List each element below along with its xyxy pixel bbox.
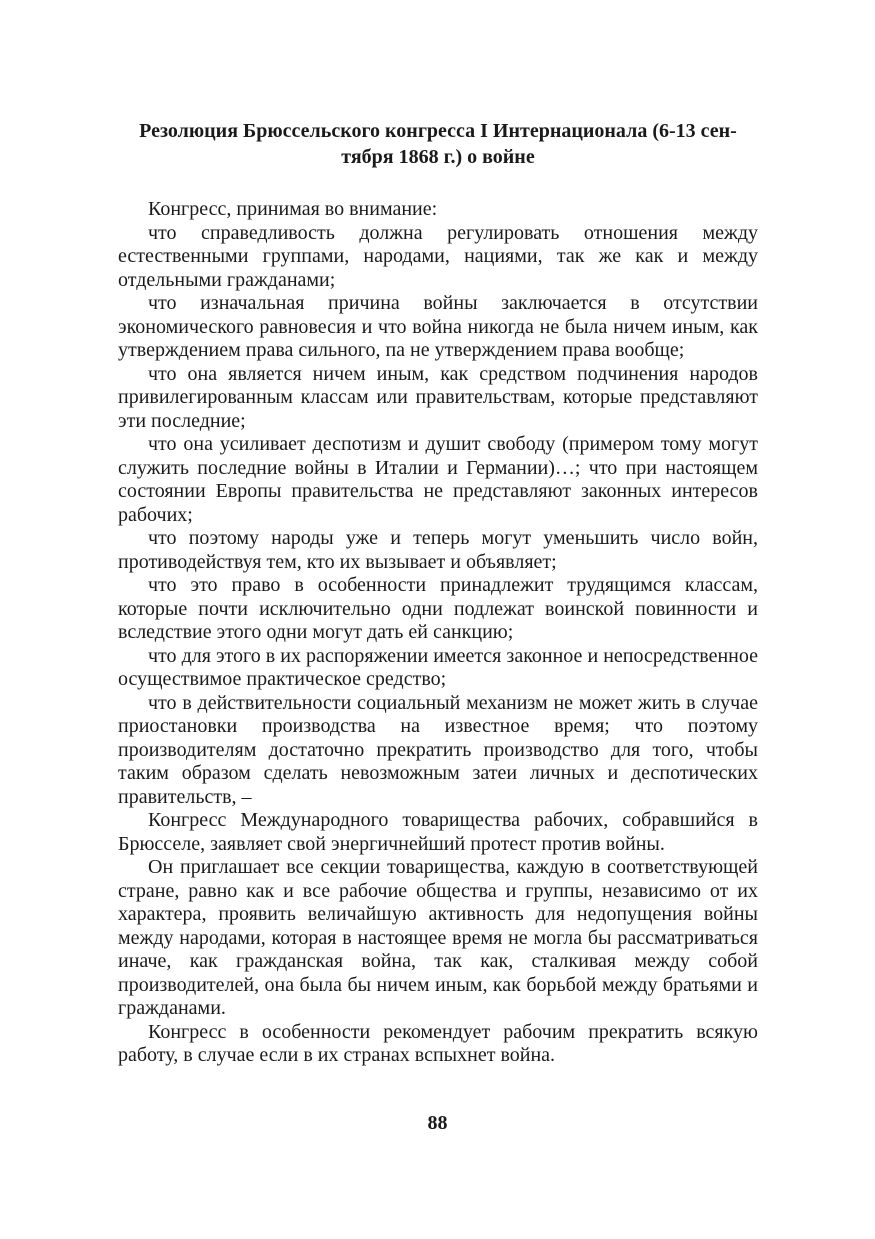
paragraph: что она усиливает деспотизм и душит свободу (примером тому могут служить последние войны в Италии и Германии)…; что при настоящем состоянии Европы правительства не представляют законных интересов рабочих; — [118, 433, 758, 526]
paragraph: что она является ничем иным, как средством подчинения народов привилегированным классам или правительствам, которые представляют эти последние; — [118, 362, 758, 432]
paragraph: что справедливость должна регулировать отношения между естественными группами, народами, нациями, так же как и между отдельными гражданами; — [118, 221, 758, 291]
paragraph: что изначальная причина войны заключается в отсутствии экономического равновесия и что война никогда не была ничем иным, как утверждением права сильного, па не утверждением права вообще; — [118, 292, 758, 361]
paragraph: что для этого в их распоряжении имеется законное и непосредственное осуществимое практическое средство; — [118, 644, 758, 690]
paragraph: Он приглашает все секции товарищества, каждую в соответствующей стране, равно как и все рабочие общества и группы, независимо от их характера, проявить величайшую активность для недопущения войны между народами, которая в настоящее время не могла бы рассматриваться иначе, как гражданская война, так как, сталкивая между собой производителей, она была бы ничем иным, как борьбой между братьями и гражданами. — [118, 856, 758, 1019]
document-title: Резолюция Брюссельского конгресса I Интернационала (6-13 сен-тября 1868 г.) о войне — [139, 120, 737, 168]
paragraph: Конгресс в особенности рекомендует рабочим прекратить всякую работу, в случае если в их странах вспыхнет война. — [118, 1020, 758, 1066]
paragraph: Конгресс, принимая во внимание: — [148, 198, 438, 220]
paragraph: Конгресс Международного товарищества рабочих, собравшийся в Брюсселе, заявляет свой энергичнейший протест против войны. — [118, 809, 758, 855]
paragraph: что это право в особенности принадлежит трудящимся классам, которые почти исключительно одни подлежат воинской повинности и вследствие этого одни могут дать ей санкцию; — [118, 574, 758, 643]
page-number: 88 — [427, 1112, 448, 1134]
document-page — [118, 118, 758, 1068]
paragraph: что поэтому народы уже и теперь могут уменьшить число войн, противодействуя тем, кто их вызывает и объявляет; — [118, 527, 758, 573]
paragraph: что в действительности социальный механизм не может жить в случае приостановки производства на известное время; что поэтому производителям достаточно прекратить производство для того, чтобы таким образом сделать невозможным затеи личных и деспотических правительств, – — [118, 691, 758, 808]
document-body — [118, 198, 758, 1068]
